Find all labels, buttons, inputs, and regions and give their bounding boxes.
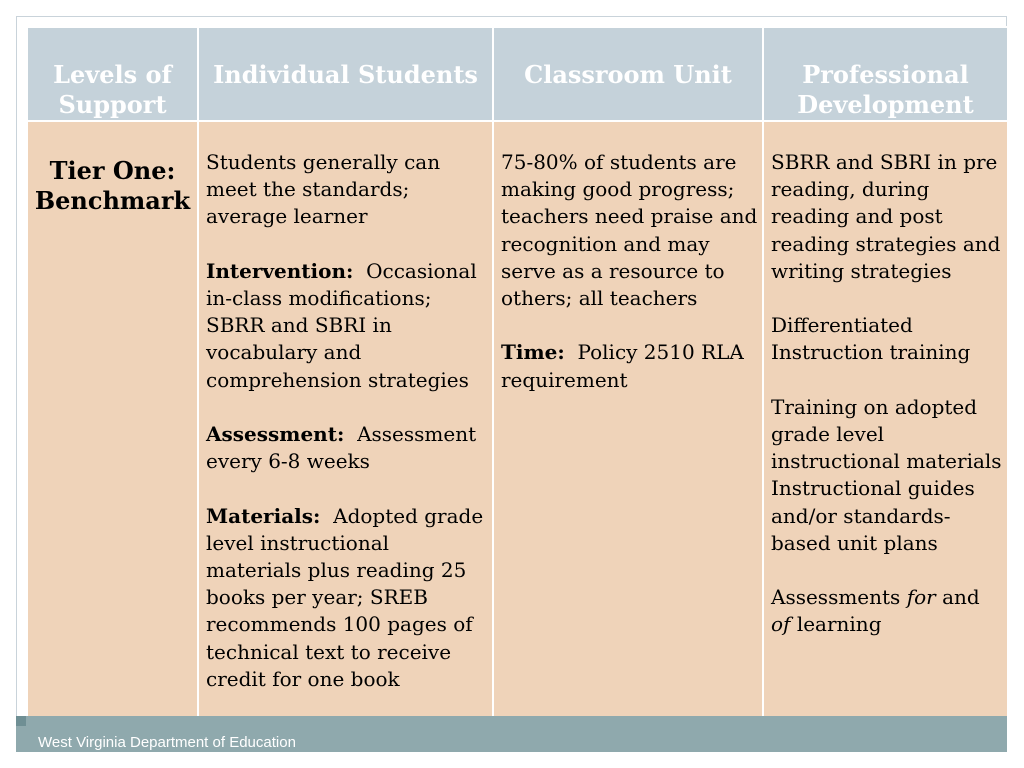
assessment-label: Assessment: [206, 422, 345, 446]
materials-text: Adopted grade level instructional materials plus reading 25 books per year; SREB recommends 100 pages of technical text to receive credit for one book [206, 503, 484, 691]
assessments-word: Assessments [771, 585, 901, 610]
intervention-paragraph [206, 258, 488, 394]
tier-label-cell [27, 121, 198, 727]
pd-item-training-materials: Training on adopted grade level instructional materials [771, 394, 1002, 474]
materials-paragraph [206, 503, 488, 693]
header-classroom-unit: Classroom Unit [493, 27, 763, 121]
learning-word: learning [796, 612, 882, 637]
classroom-unit-cell [493, 121, 763, 727]
pd-item-instructional-guides: Instructional guides and/or standards-based unit plans [771, 476, 975, 555]
students-intro: Students generally can meet the standards; average learner [206, 150, 441, 229]
time-paragraph [501, 339, 758, 393]
intervention-label: Intervention: [206, 258, 354, 283]
intervention-text: Occasional in-class modifications; SBRR and SBRI in vocabulary and comprehension strategies [206, 258, 477, 392]
header-levels-of-support: Levels of Support [27, 27, 198, 121]
pd-item-assessments [771, 584, 1003, 638]
tier-label-line1: Tier One: [49, 156, 176, 185]
pd-item-training [771, 394, 1003, 557]
footer-accent [16, 716, 26, 726]
for-word: for [906, 585, 936, 610]
time-label: Time: [501, 340, 565, 365]
materials-label: Materials: [206, 503, 321, 528]
assessment-paragraph [206, 421, 488, 475]
tier-label-line2: Benchmark [34, 186, 191, 215]
time-text: Policy 2510 RLA requirement [501, 340, 744, 392]
header-individual-students: Individual Students [198, 27, 493, 121]
footer-organization: West Virginia Department of Education [38, 734, 296, 751]
pd-item-differentiated: Differentiated Instruction training [771, 313, 971, 365]
professional-development-cell [763, 121, 1008, 727]
pd-item-sbrr: SBRR and SBRI in pre reading, during reading and post reading strategies and writing strategies [771, 150, 1001, 283]
tier-one-row [27, 121, 1008, 727]
header-professional-development: Professional Development [763, 27, 1008, 121]
of-word: of [771, 612, 791, 637]
header-row [27, 27, 1008, 121]
individual-students-cell [198, 121, 493, 727]
support-levels-table [26, 26, 1009, 728]
assessment-text: Assessment every 6-8 weeks [206, 422, 477, 474]
classroom-intro: 75-80% of students are making good progress; teachers need praise and recognition and may serve as a resource to others; all teachers [501, 150, 758, 311]
and-word: and [942, 585, 980, 610]
